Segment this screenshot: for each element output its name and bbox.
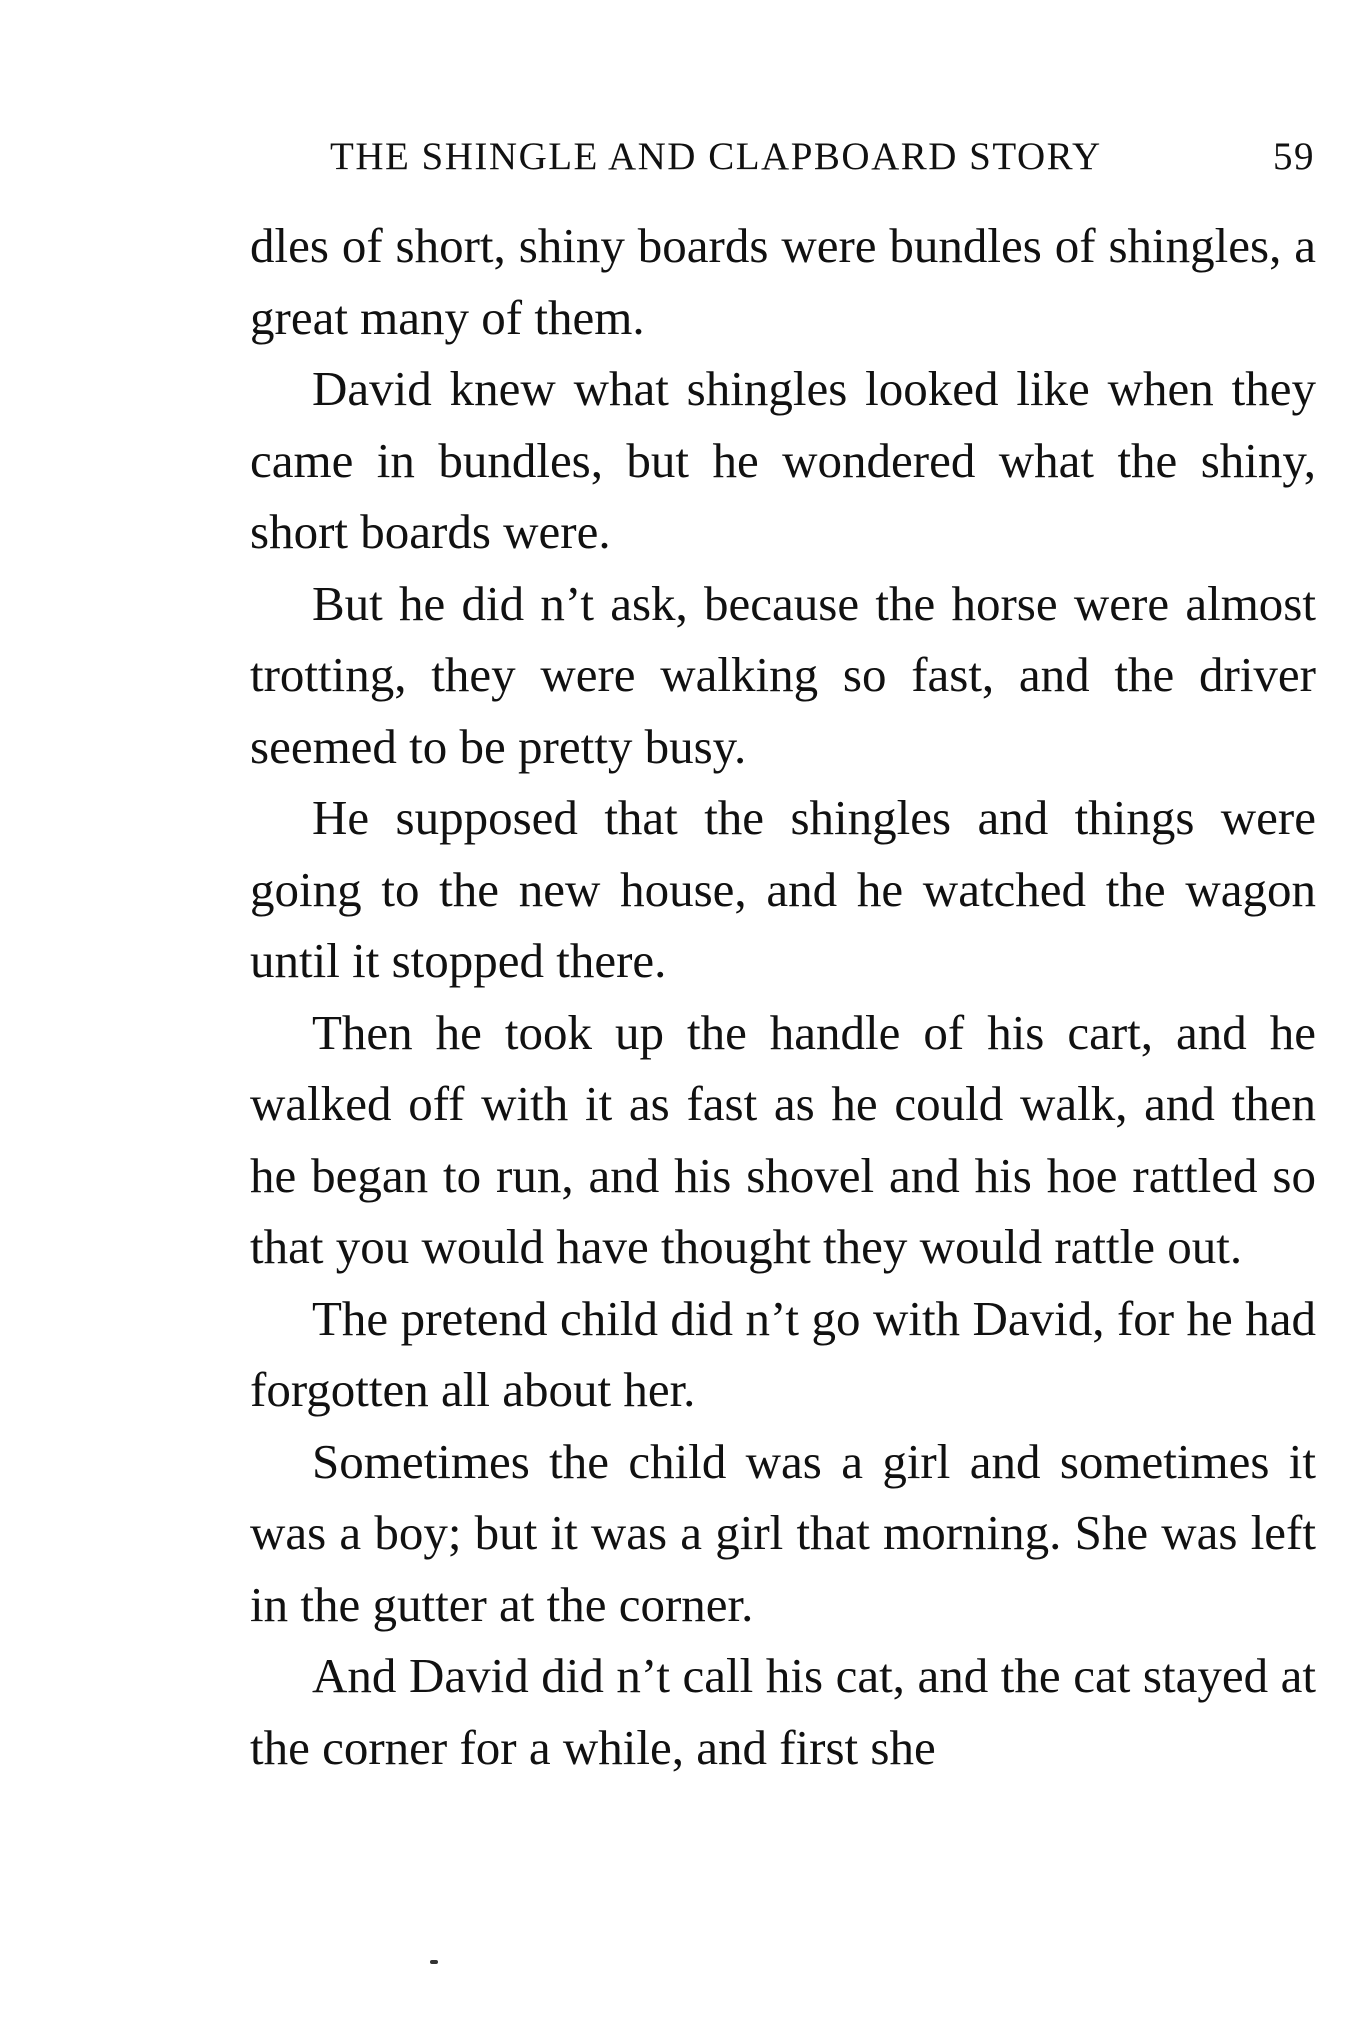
- print-speck: [430, 1960, 438, 1964]
- page-number: 59: [1273, 135, 1315, 178]
- paragraph: David knew what shingles looked like when they came in bundles, but he wondered what the shiny, short boards were.: [250, 361, 1316, 559]
- running-title: THE SHINGLE AND CLAPBOARD STORY: [330, 135, 1102, 178]
- body-text: [250, 210, 1316, 1783]
- paragraph: The pretend child did n’t go with David, for he had forgotten all about her.: [250, 1290, 1316, 1417]
- running-head: [330, 132, 1315, 182]
- paragraph: But he did n’t ask, because the horse were almost trotting, they were walking so fast, and the driver seemed to be pretty busy.: [250, 575, 1316, 774]
- paragraph: He supposed that the shingles and things were going to the new house, and he watched the wagon until it stopped there.: [250, 790, 1316, 988]
- paragraph: Sometimes the child was a girl and sometimes it was a boy; but it was a girl that morning. She was left in the gutter at the corner.: [250, 1433, 1316, 1632]
- paragraph: And David did n’t call his cat, and the cat stayed at the corner for a while, and first she: [250, 1648, 1316, 1775]
- paragraph: Then he took up the handle of his cart, and he walked off with it as fast as he could walk, and then he began to run, and his shovel and his hoe rattled so that you would have thought they would rattle out.: [250, 1004, 1316, 1274]
- paragraph-continued: dles of short, shiny boards were bundles of shingles, a great many of them.: [250, 218, 1316, 345]
